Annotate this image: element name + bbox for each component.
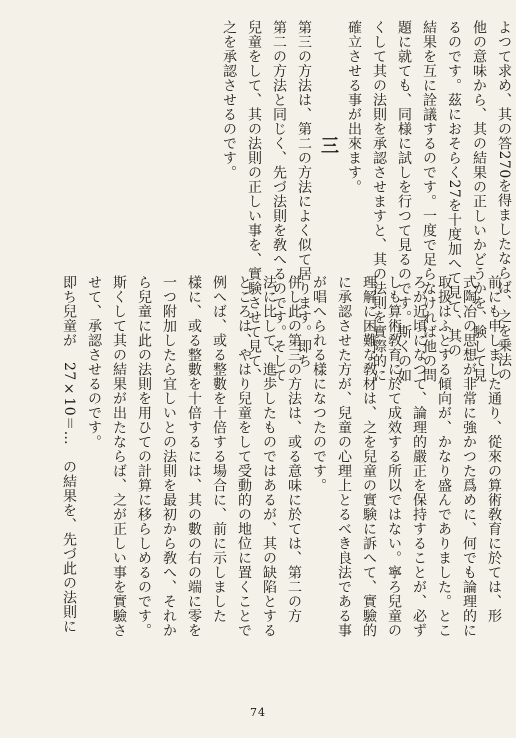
text-column: せて、承認させるのです。 <box>86 275 102 449</box>
text-column: 法に比して、進歩したものではあるが、其の缺陷とする <box>261 275 277 638</box>
text-column: 取扱はふとする傾向が、かなり盛んでありました。とこ <box>436 275 452 638</box>
text-column: ところは、やはり兒童をして受動的の地位に置くことで <box>236 275 252 638</box>
text-column: 例へば、或る整數を十倍する場合に、前に示しました <box>211 275 227 623</box>
text-column: ら兒童に此の法則を用ひての計算に移らしめるのです。 <box>136 275 152 638</box>
text-column: よつて求め、其の答270を得ましたならば、之を乗法の <box>496 20 512 382</box>
lower-text-block <box>61 275 506 700</box>
text-column: 即ち兒童が 27×10＝… の結果を、先づ此の法則に <box>61 275 77 634</box>
text-column: 他の意味から、其の結果の正しいかどうかを、験して見 <box>471 20 487 383</box>
text-column: ろが近頃になつて、論理的嚴正を保持することが、必ず <box>411 275 427 638</box>
text-column: 式陶冶の思想が非常に強かつた爲めに、何でも論理的に <box>461 275 477 638</box>
text-column: 題に就ても、同様に試しを行つて見るのです。斯くの如 <box>396 20 412 383</box>
text-column: に承認させた方が、兒童の心理上とるべき良法である事 <box>336 275 352 638</box>
text-column: 兒童をして、其の法則の正しい事を、實験させて見て、 <box>246 20 262 383</box>
text-column: 第二の方法と同じく、先づ法則を敎へるのです。そして <box>271 20 287 383</box>
text-column: 斯くして其の結果が出たならば、之が正しい事を實驗さ <box>111 275 127 638</box>
text-column: 理解に困難な敎材は、之を兒童の實験に訴へて、實驗的 <box>361 275 377 638</box>
text-column: るのです。茲におそらく27を十度加へて見て、其の <box>446 20 462 358</box>
text-column: 結果を互に詮議するのです。一度で足らなければ他の問 <box>421 20 437 383</box>
text-column: が唱へられる樣になつたのです。 <box>311 275 327 493</box>
text-column: 併し此の第三の方法は、或る意味に於ては、第二の方 <box>286 275 302 623</box>
text-column: 一つ附加したら宜しいとの法則を最初から敎へ、それか <box>161 275 177 638</box>
page-number: 74 <box>250 706 266 719</box>
text-column: 前にも申しました通り、從來の算術敎育に於ては、形 <box>486 275 502 623</box>
section-heading: 三 <box>318 135 339 155</box>
text-column: 第三の方法は、第二の方法によく似て居ります。即ち <box>296 20 312 368</box>
text-column: しも算術敎育に於て成效する所以ではない。寧ろ兒童の <box>386 275 402 638</box>
text-column: 樣に、或る整數を十倍するには、其の數の右の端に零を <box>186 275 202 638</box>
text-column: くして其の法則を承認させますと、其の法則を實際的に <box>371 20 387 383</box>
text-column: 確立させる事が出來ます。 <box>346 20 362 194</box>
text-column: 之を承認させるのです。 <box>221 20 237 180</box>
